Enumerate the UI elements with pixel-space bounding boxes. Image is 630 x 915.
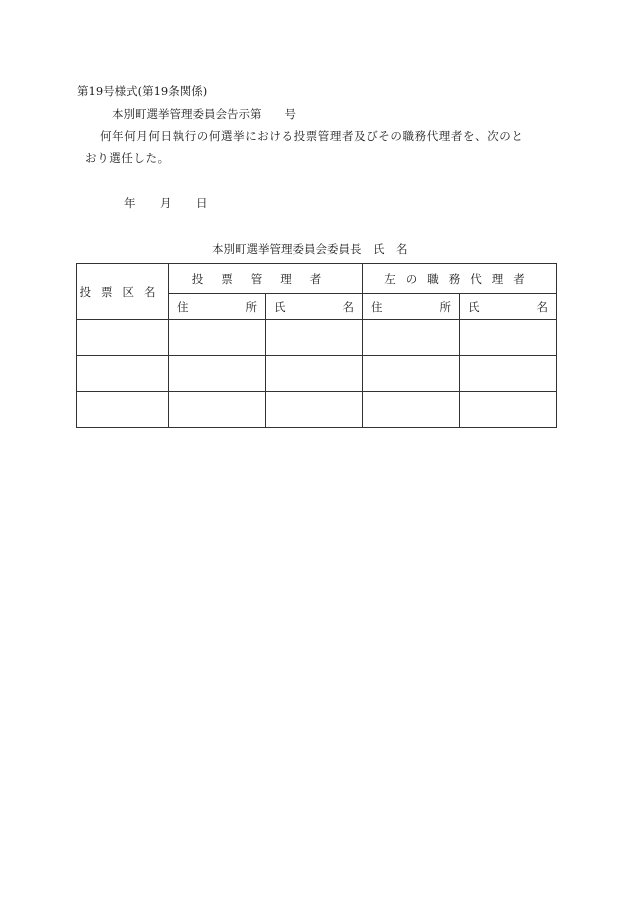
date-day-label: 日	[196, 196, 208, 210]
deputy-address-header: 住 所	[363, 294, 460, 320]
empty-cell	[169, 320, 266, 356]
empty-cell	[266, 392, 363, 428]
body-text-line-2: おり選任した。	[85, 151, 170, 165]
deputy-name-header: 氏 名	[460, 294, 557, 320]
empty-cell	[363, 392, 460, 428]
manager-address-header: 住 所	[169, 294, 266, 320]
empty-cell	[77, 392, 169, 428]
district-header: 投票区名	[77, 264, 169, 320]
table-row	[77, 356, 557, 392]
empty-cell	[77, 320, 169, 356]
notice-number: 本別町選挙管理委員会告示第 号	[112, 107, 296, 121]
empty-cell	[460, 356, 557, 392]
empty-cell	[363, 356, 460, 392]
signature-line: 本別町選挙管理委員会委員長 氏 名	[212, 242, 408, 256]
empty-cell	[363, 320, 460, 356]
table-row	[77, 320, 557, 356]
manager-name-header: 氏 名	[266, 294, 363, 320]
empty-cell	[266, 320, 363, 356]
table-row	[77, 392, 557, 428]
form-number: 第19号様式(第19条関係)	[77, 84, 208, 98]
deputy-header: 左の職務代理者	[363, 264, 557, 294]
empty-cell	[77, 356, 169, 392]
date-year-label: 年	[124, 196, 136, 210]
empty-cell	[266, 356, 363, 392]
empty-cell	[169, 392, 266, 428]
date-month-label: 月	[160, 196, 172, 210]
empty-cell	[460, 320, 557, 356]
empty-cell	[460, 392, 557, 428]
appointment-table	[76, 263, 557, 428]
empty-cell	[169, 356, 266, 392]
body-text-line-1: 何年何月何日執行の何選挙における投票管理者及びその職務代理者を、次のと	[100, 129, 524, 143]
manager-header: 投票管理者	[169, 264, 363, 294]
